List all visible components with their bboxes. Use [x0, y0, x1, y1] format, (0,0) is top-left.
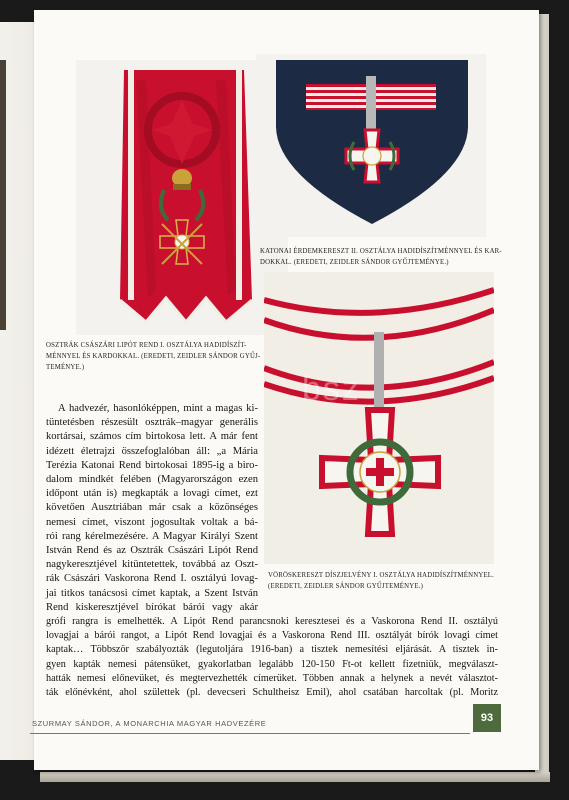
red-cross-image	[264, 272, 494, 564]
watermark-text: bsz	[302, 370, 361, 408]
body-text-column: A hadvezér, hasonlóképpen, mint a magas ki- tüntetésben részesült osztrák–magyar generális kortársai, számos cím birtokosa lett. A már fent idézett életrajzi összefoglalóban áll: „a Mária Terézia Katonai Rend birtokosai 1895-ig a biro- dalom mindkét felében (Magyarországon ezen időpont után is) megkapták a lovagi címet, ezt követően Ausztriában már csak a közönséges nemesi címet, viszont jogosultak voltak a bá- rói rang kérelmezésére. A Magyar Királyi Szent István Rend és az Osztrák Császári Lipót Rend nagykeresztjével kitüntetettek, továbbá az Oszt- rák Császári Vaskorona Rend I. osztályú lovag- jai titkos tanácsosi címet kaptak, a Szent István Rend kiskeresztjével bírókat bárói vagy akár	[46, 403, 258, 613]
facing-page-edge	[0, 60, 6, 330]
photo-military-merit-cross	[256, 54, 486, 237]
page-stack-bottom-edge	[40, 772, 550, 782]
footer-rule	[30, 733, 470, 734]
caption-red-cross-decoration: VÖRÖSKERESZT DÍSZJELVÉNY I. OSZTÁLYA HADIDÍSZÍTMÉNNYEL. (EREDETI, ZEIDLER SÁNDOR GYŰJTEMÉNYE.)	[268, 572, 495, 590]
running-footer-title: SZURMAY SÁNDOR, A MONARCHIA MAGYAR HADVEZÉRE	[32, 719, 267, 728]
caption-military-merit-cross: KATONAI ÉRDEMKERESZT II. OSZTÁLYA HADIDÍSZÍTMÉNNYEL ÉS KAR- DOKKAL. (EREDETI, ZEIDLER SÁNDOR GYŰJTEMÉNYE.)	[260, 248, 502, 266]
body-text-full-width: grófi rangra is emelhették. A Lipót Rend parancsnoki keresztesei és a Vaskorona Rend II. osztályú lovagjai a bárói rangot, a Lipót Rend lovagjai és a Vaskorona Rend III. osztályát bírók lovagi címet kaptak… Többször szabályozták (legutoljára 1916-ban) a tisztek nemesítési eljárását. A tisztek in- gyen kapták nemesi pátensüket, gyakorlatban legalább 120-150 Ft-ot kellett fizetniük, megválaszt- hatták nemesi előnevüket, és megtervezhették címerüket. Többen annak a helynek a nevét választot- ták előnévként, ahol születtek (pl. devecseri Schultheisz Emil), ahol csatában harcoltak (pl. Moritz	[46, 616, 498, 699]
military-merit-image	[256, 54, 486, 237]
caption-leopold-order: OSZTRÁK CSÁSZÁRI LIPÓT REND I. OSZTÁLYA HADIDÍSZÍT- MÉNNYEL ÉS KARDOKKAL. (EREDETI, ZEIDLER SÁNDOR GYŰJ- TEMÉNYE.)	[46, 342, 261, 371]
page-number-badge: 93	[473, 704, 501, 732]
photo-red-cross-decoration	[264, 272, 494, 564]
book-page	[34, 10, 539, 770]
